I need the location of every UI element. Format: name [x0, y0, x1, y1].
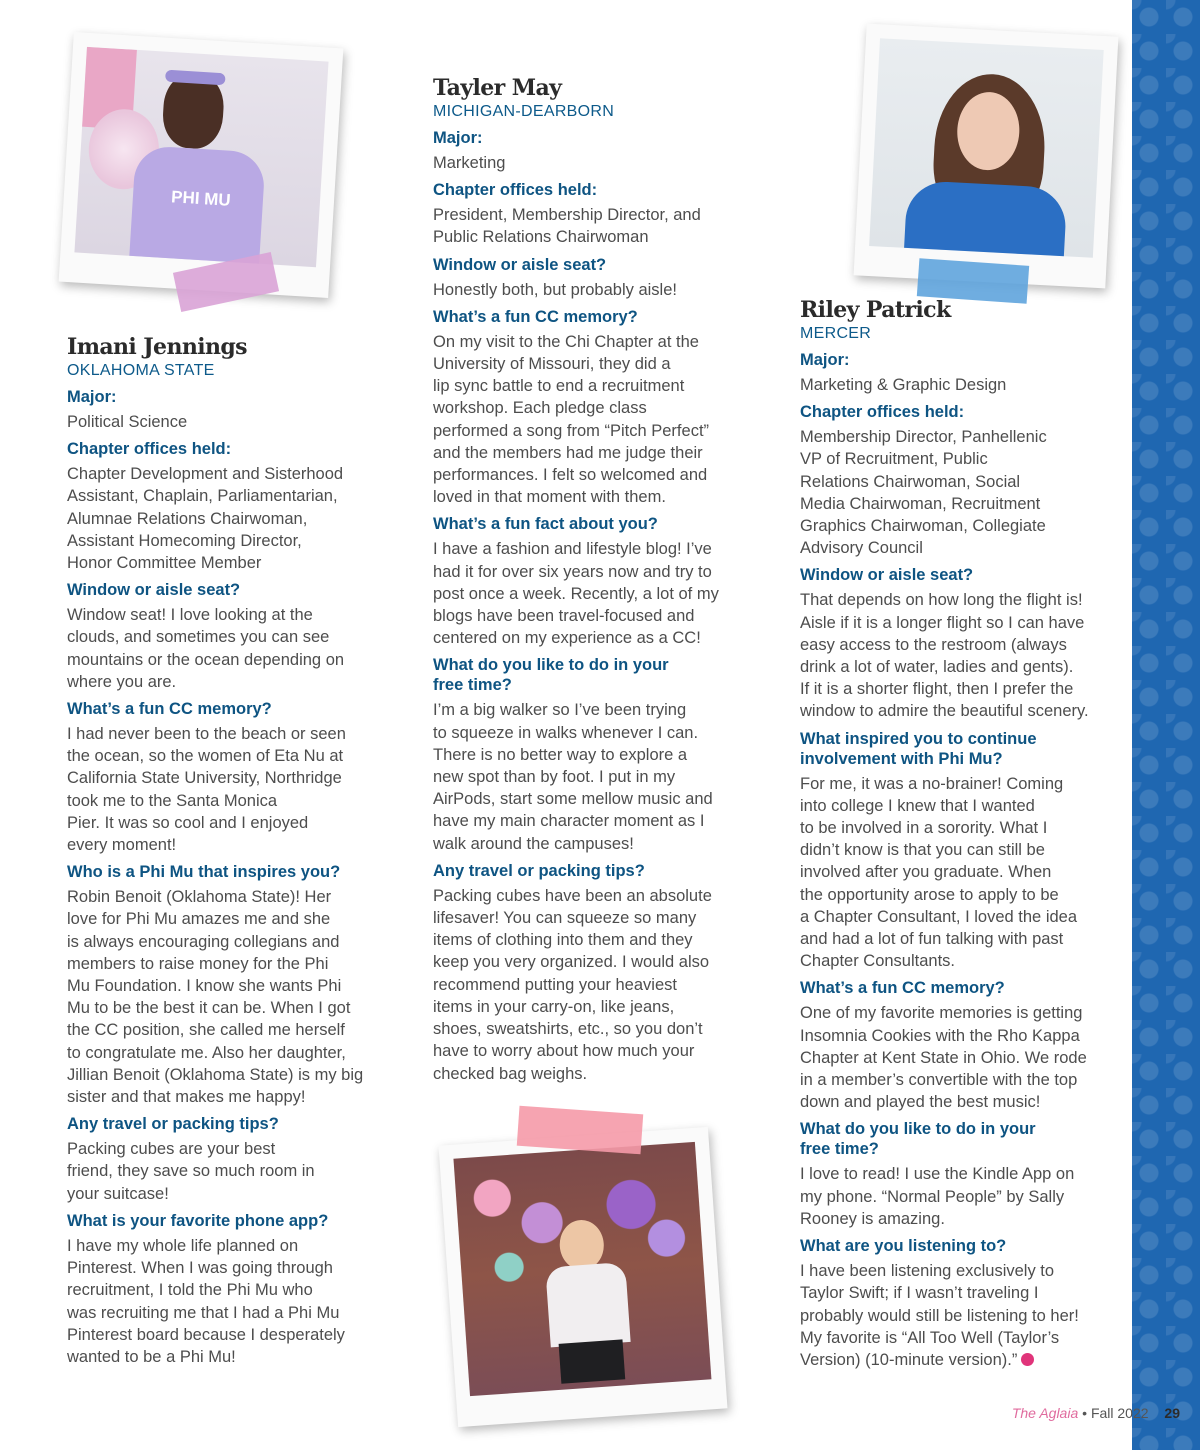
profile-name: Riley Patrick [800, 297, 951, 323]
answer-seat: Honestly both, but probably aisle! [433, 280, 677, 299]
decorative-blue-stripe [1132, 0, 1200, 1450]
answer-listening-text: I have been listening exclusively to Taylor Swift; if I wasn’t traveling I probably would still be listening to her! My favorite is “All Too Well (Taylor’s Version) (10-minute version).” [800, 1262, 1079, 1369]
answer-cc-memory: I had never been to the beach or seen the ocean, so the women of Eta Nu at California State University, Northridge took me to the Santa Monica Pier. It was so cool and I enjoyed every moment! [67, 725, 346, 855]
magazine-name: The Aglaia [1011, 1405, 1079, 1421]
question-inspiration: Who is a Phi Mu that inspires you? [67, 863, 341, 882]
question-offices: Chapter offices held: [800, 403, 965, 422]
photo-tayler-may [438, 1127, 727, 1427]
answer-seat: That depends on how long the flight is! Aisle if it is a longer flight so I can have easy access to the restroom (always drink a lot of water, ladies and gents). If it is a shorter flight, then I prefer the window to admire the beautiful scenery. [800, 591, 1089, 721]
footer-separator: • [1082, 1405, 1088, 1421]
answer-major: Marketing & Graphic Design [800, 376, 1007, 394]
profile-school: MERCER [800, 325, 872, 342]
tape-tayler [517, 1106, 643, 1155]
question-packing: Any travel or packing tips? [433, 861, 645, 880]
answer-offices: President, Membership Director, and Public Relations Chairwoman [433, 206, 701, 247]
profile-name: Imani Jennings [67, 334, 247, 360]
answer-packing: Packing cubes have been an absolute lifesaver! You can squeeze so many items of clothing into them and they keep you very organized. I would also recommend putting your heaviest items in your carry-on, like jeans, shoes, sweatshirts, etc., so you don’t have to worry about how much your checked bag weighs. [433, 886, 712, 1083]
question-phone-app: What is your favorite phone app? [67, 1211, 329, 1230]
answer-listening [800, 1260, 1120, 1371]
profile-riley-patrick [800, 296, 1120, 1371]
question-seat: Window or aisle seat? [67, 581, 241, 600]
profile-name: Tayler May [433, 75, 562, 101]
profile-tayler-may [433, 74, 763, 1085]
answer-phone-app: I have my whole life planned on Pinterest. When I was going through recruitment, I told the Phi Mu who was recruiting me that I had a Phi Mu Pinterest board because I desperately wanted to be a Phi Mu! [67, 1236, 345, 1366]
answer-cc-memory: One of my favorite memories is getting Insomnia Cookies with the Rho Kappa Chapter at Kent State in Ohio. We rode in a member’s convertible with the top down and played the best music! [800, 1004, 1087, 1112]
answer-seat: Window seat! I love looking at the clouds, and sometimes you can see mountains or the ocean depending on where you are. [67, 606, 345, 691]
question-seat: Window or aisle seat? [800, 566, 974, 585]
page-number: 29 [1164, 1405, 1180, 1421]
shirt-text: PHI MU [170, 187, 232, 210]
question-cc-memory: What’s a fun CC memory? [433, 307, 638, 326]
photo-tayler-image [453, 1142, 711, 1396]
question-packing: Any travel or packing tips? [67, 1115, 279, 1134]
question-seat: Window or aisle seat? [433, 255, 607, 274]
photo-imani-image [74, 47, 328, 267]
photo-riley-image [869, 38, 1104, 257]
page-footer [1012, 1405, 1180, 1421]
question-listening: What are you listening to? [800, 1237, 1007, 1256]
answer-offices: Chapter Development and Sisterhood Assistant, Chaplain, Parliamentarian, Alumnae Relations Chairwoman, Assistant Homecoming Director, Honor Committee Member [67, 465, 344, 573]
answer-offices: Membership Director, Panhellenic VP of Recruitment, Public Relations Chairwoman, Social Media Chairwoman, Recruitment Graphics Chairwoman, Collegiate Advisory Council [800, 428, 1047, 558]
profile-school: MICHIGAN-DEARBORN [433, 103, 615, 120]
answer-free-time: I love to read! I use the Kindle App on my phone. “Normal People” by Sally Rooney is amazing. [800, 1165, 1075, 1228]
photo-imani-jennings [59, 32, 344, 298]
question-inspired: What inspired you to continue involvement with Phi Mu? [800, 729, 1037, 768]
question-cc-memory: What’s a fun CC memory? [67, 700, 272, 719]
photo-riley-patrick [854, 24, 1119, 289]
question-major: Major: [67, 388, 117, 406]
answer-packing: Packing cubes are your best friend, they save so much room in your suitcase! [67, 1140, 315, 1203]
answer-major: Political Science [67, 413, 188, 431]
question-offices: Chapter offices held: [433, 181, 598, 200]
answer-fun-fact: I have a fashion and lifestyle blog! I’ve had it for over six years now and try to post once a week. Recently, a lot of my blogs have been travel-focused and centered on my experience as a CC! [433, 540, 719, 648]
question-free-time: What do you like to do in your free time? [433, 656, 669, 695]
question-fun-fact: What’s a fun fact about you? [433, 515, 658, 534]
question-offices: Chapter offices held: [67, 440, 232, 459]
answer-inspired: For me, it was a no-brainer! Coming into college I knew that I wanted to be involved in a sorority. What I didn’t know is that you can still be involved after you graduate. When the opportunity arose to apply to be a Chapter Consultant, I loved the idea and had a lot of fun talking with past Chapter Consultants. [800, 774, 1078, 971]
profile-imani-jennings [67, 333, 407, 1368]
question-cc-memory: What’s a fun CC memory? [800, 979, 1005, 998]
issue-label: Fall 2022 [1090, 1405, 1149, 1421]
answer-free-time: I’m a big walker so I’ve been trying to squeeze in walks whenever I can. There is no better way to explore a new spot than by foot. I put in my AirPods, start some mellow music and have my main character moment as I walk around the campuses! [433, 701, 713, 853]
question-major: Major: [433, 129, 483, 147]
question-major: Major: [800, 351, 850, 369]
answer-cc-memory: On my visit to the Chi Chapter at the University of Missouri, they did a lip sync battle to end a recruitment workshop. Each pledge class performed a song from “Pitch Perfect” and the members had me judge their performances. I felt so welcomed and loved in that moment with them. [433, 332, 710, 507]
answer-inspiration: Robin Benoit (Oklahoma State)! Her love for Phi Mu amazes me and she is always encouraging collegians and members to raise money for the Phi Mu Foundation. I know she wants Phi Mu to be the best it can be. When I got the CC position, she called me herself to congratulate me. Also her daughter, Jillian Benoit (Oklahoma State) is my big sister and that makes me happy! [67, 888, 364, 1107]
question-free-time: What do you like to do in your free time? [800, 1120, 1036, 1159]
answer-major: Marketing [433, 154, 506, 172]
profile-school: OKLAHOMA STATE [67, 362, 215, 379]
end-mark-icon [1021, 1353, 1034, 1366]
